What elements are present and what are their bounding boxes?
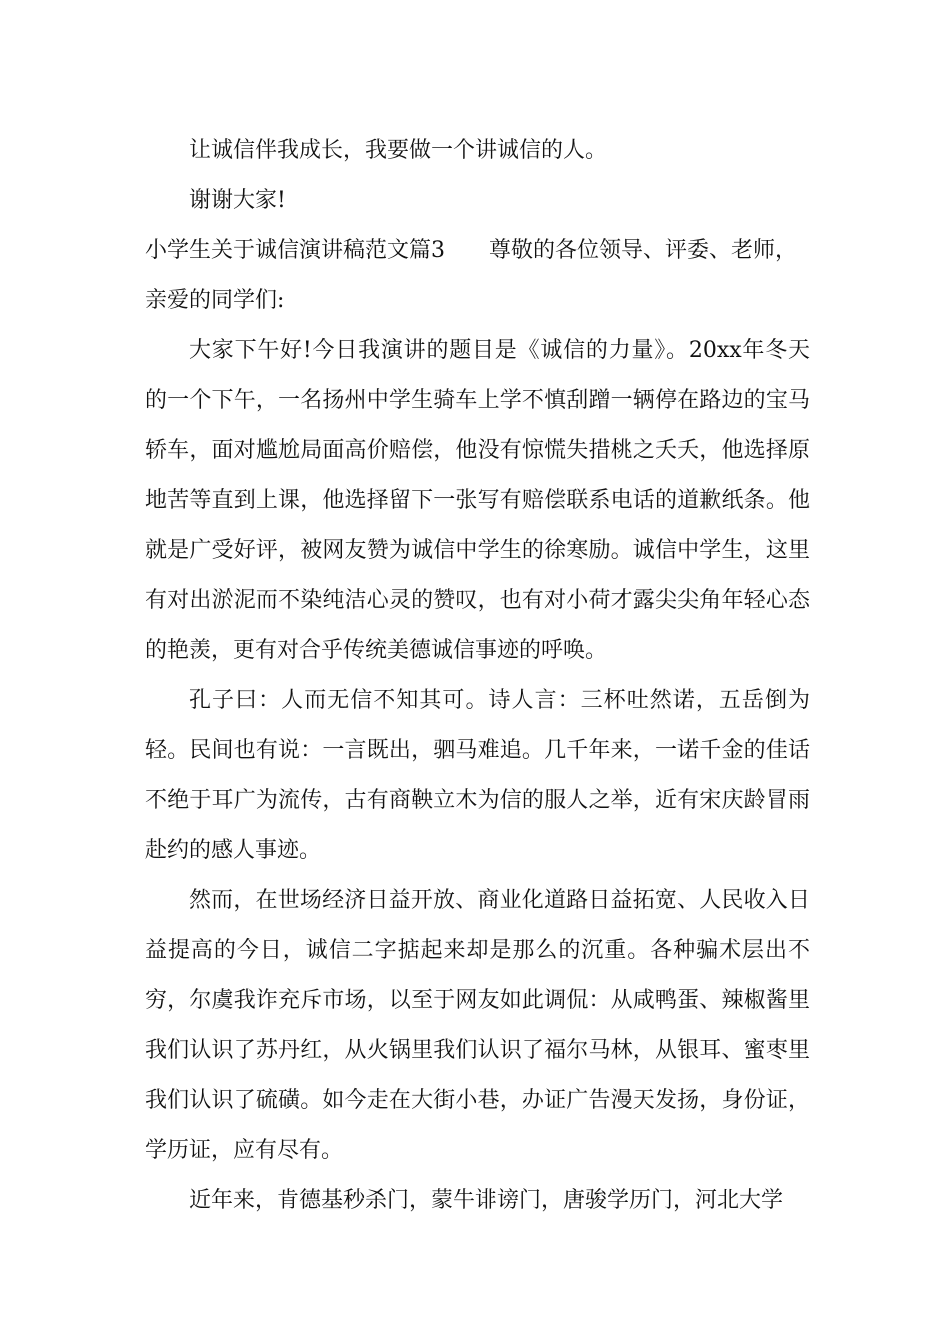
paragraph-intro: 大家下午好!今日我演讲的题目是《诚信的力量》。20xx年冬天的一个下午，一名扬州中学生骑车上学不慎刮蹭一辆停在路边的宝马轿车，面对尴尬局面高价赔偿，他没有惊慌失措桃之夭夭，他选择原地苦等直到上课，他选择留下一张写有赔偿联系电话的道歉纸条。他就是广受好评，被网友赞为诚信中学生的徐寒励。诚信中学生，这里有对出淤泥而不染纯洁心灵的赞叹，也有对小荷才露尖尖角年轻心态的艳羡，更有对合乎传统美德诚信事迹的呼唤。 <box>145 338 810 663</box>
paragraph-closing: 让诚信伴我成长，我要做一个讲诚信的人。 <box>189 138 608 163</box>
paragraph-however: 然而，在世场经济日益开放、商业化道路日益拓宽、人民收入日益提高的今日，诚信二字掂起来却是那么的沉重。各种骗术层出不穷，尔虞我诈充斥市场，以至于网友如此调侃：从咸鸭蛋、辣椒酱里我们认识了苏丹红，从火锅里我们认识了福尔马林，从银耳、蜜枣里我们认识了硫磺。如今走在大街小巷，办证广告漫天发扬，身份证，学历证，应有尽有。 <box>145 888 810 1163</box>
paragraph-recent-years: 近年来，肯德基秒杀门，蒙牛诽谤门，唐骏学历门，河北大学 <box>189 1188 784 1213</box>
salutation-continued: 亲爱的同学们: <box>145 288 285 313</box>
salutation: 尊敬的各位领导、评委、老师， <box>489 238 798 263</box>
paragraph-thanks: 谢谢大家! <box>189 188 286 213</box>
section-heading: 小学生关于诚信演讲稿范文篇3 <box>145 238 445 263</box>
paragraph-confucius: 孔子曰：人而无信不知其可。诗人言：三杯吐然诺，五岳倒为轻。民间也有说：一言既出，驷马难追。几千年来，一诺千金的佳话不绝于耳广为流传，古有商鞅立木为信的服人之举，近有宋庆龄冒雨赴约的感人事迹。 <box>145 688 810 863</box>
section-heading-block <box>145 226 810 276</box>
